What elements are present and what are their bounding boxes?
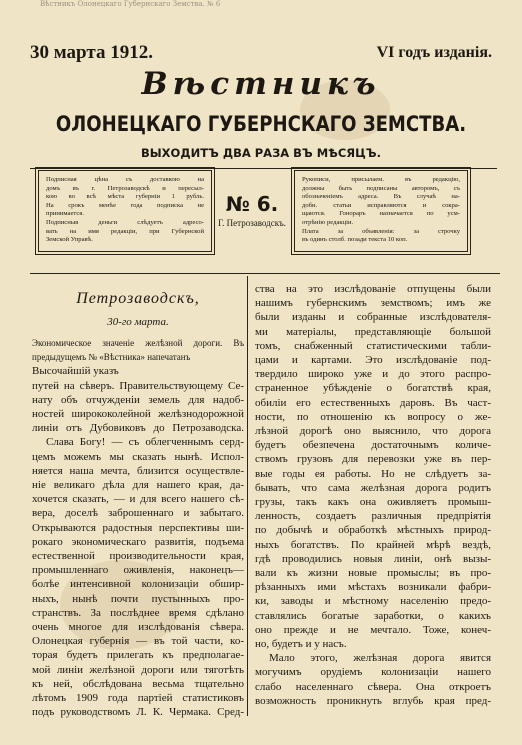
text-line: рокаго экономическаго развитія, подъема [32,535,244,548]
text-line: лѣзной дорогѣ оно выяснило, что дорога [255,425,491,438]
text-line: ства на это изслѣдованіе отпущены были [255,283,491,295]
text-line: вера, доселѣ заброшеннаго и забытаго. [32,507,244,520]
text-line: промышленнаго оживленія, наконецъ— [32,564,244,577]
text-line: грузы, такъ какъ она оживляетъ промыш- [255,496,491,509]
text-line: нату объ отчужденіи земель для надоб- [32,393,244,406]
masthead-title: Вѣстникъ [141,66,381,102]
text-line: Экономическое значеніе желѣзной дороги. Въ предыдущемъ № «Вѣстника» напечатанъ [32,338,244,363]
editorial-info-line: Плата за объявленія: за строчку [302,227,460,235]
issue-center-block [210,192,294,228]
text-line: бывать, что сама желѣзная дорога родитъ [255,481,491,494]
publication-frequency: ВЫХОДИТЪ ДВА РАЗА ВЪ МѢСЯЦЪ. [141,146,381,160]
editorial-info-text [295,171,467,250]
text-line: ми матеріалы, представляющіе большой [255,325,491,338]
editorial-info-line: обозначеніемъ адреса. Въ случаѣ на- [302,193,460,201]
text-line: Мало этого, желѣзная дорога явится [269,652,491,665]
text-line: рѣзанныхъ ими мѣстахъ возникали фабри- [255,581,491,594]
issue-date: 30 марта 1912. [30,42,153,63]
editorial-info-line: добн. статьи исправляются и сокра- [302,201,460,209]
subscription-info-line: Земской Управѣ. [46,236,93,244]
text-line: цемъ можемъ мы сказать нынѣ. Испол- [32,450,244,463]
editorial-info-box [294,170,468,252]
text-line: мой линіи желѣзной дороги или тяготѣть [32,663,244,676]
issue-number: № 6. [225,192,279,216]
text-line: гдѣ проводились новыя линіи, онѣ вызы- [255,552,491,565]
text-line: Олонецкая губернія — въ той части, ко- [32,635,244,648]
text-line: подъ руководствомъ Л. К. Чермака. Сред- [32,706,244,719]
subscription-info-line: принимается. [46,210,84,218]
text-line: вали къ жизни новые промыслы; въ про- [255,567,491,580]
text-line: ствомъ грузовъ для перевозки уже въ пер- [255,453,491,466]
text-line: томъ, снабженный статистическими табли- [255,339,491,352]
text-line: ніе великаго дѣла для нашего края, да- [32,479,244,492]
text-line: обиліи его естественныхъ даровъ. Въ част- [255,396,491,409]
text-line: линіи отъ Дубовиковъ до Петрозаводска. [32,422,244,435]
text-line: Слава Богу! — съ облегченнымъ серд- [46,436,244,449]
place-of-publication: Г. Петрозаводскъ. [217,218,287,228]
running-header: Вѣстникъ Олонецкаго Губернскаго Земства. № 6 [40,0,221,8]
text-line: къ ней, обслѣдована весьма тщательно [32,677,244,690]
column-divider [247,276,248,716]
text-line: возможность проникнуть вглубь края пред- [255,694,491,707]
text-line: странствъ. За послѣднее время сдѣлано [32,606,244,619]
editorial-info-line: щаются. Гонораръ назначается по усм- [302,210,460,218]
text-line: ставлялись богатые заработки, о какихъ [255,609,491,622]
subscription-info-line: Подписная цѣна съ доставкою на [46,176,204,183]
text-line: могучимъ орудіемъ колонизаціи нашего [255,666,491,679]
text-line: путей на сѣверъ. Правительствующему Се- [32,379,244,392]
text-line: естественной производительности края, [32,550,244,563]
editorial-info-line: въ одинъ столб. позади текста 10 коп. [302,236,408,244]
masthead-subtitle: ОЛОНЕЦКАГО ГУБЕРНСКАГО ЗЕМСТВА. [55,112,467,136]
text-line: твердило широко уже и до этого распро- [255,368,491,381]
section-rule [30,273,500,274]
text-line: лѣтомъ 1909 года партіей статистиковъ [32,692,244,705]
editorial-info-line: отрѣнію редакціи. [302,218,354,226]
text-line: Открываются радостныя перспективы ши- [32,521,244,534]
text-line: были изданы и собранные изслѣдователя- [255,311,491,324]
text-line: страненное убѣжденіе о богатствѣ края, [255,382,491,395]
article-right-column [255,282,491,708]
editorial-info-line: должны быть подписаны авторомъ, съ [302,184,460,192]
subscription-info-line: Подписныя деньги слѣдуетъ адресо- [46,218,204,226]
text-line: цами и картами. Это изслѣдованіе под- [255,354,491,367]
year-of-publication: VI годъ изданія. [376,44,492,61]
text-line: но, будетъ и у насъ. [255,638,347,651]
subscription-info-text [39,171,211,250]
text-line: Высочайшій указъ [32,365,119,378]
subscription-info-box [38,170,212,252]
text-line: будетъ обезпечена достаточнымъ количе- [255,439,491,452]
subscription-info-line: На срокъ менѣе года подписка не [46,201,204,209]
header-rule [30,168,497,169]
text-line: ныхъ богатствъ. По крайней мѣрѣ вездѣ, [255,538,491,551]
text-line: оно прежде и не мечтало. Тоже, конеч- [255,623,491,636]
text-line: ки, заводы и мѣстному населенію предо- [255,595,491,608]
text-line: ленность, создаетъ различныя предпріятія [255,510,491,523]
text-line: ныхъ, нынѣ почти пустынныхъ про- [32,592,244,605]
subscription-info-line: домъ въ г. Петрозаводскѣ и пересыл- [46,184,204,192]
text-line: ности, по отношенію къ вопросу о же- [255,410,491,423]
text-line: хочется сказать, — и для всего нашего сѣ- [32,493,244,506]
text-line: по добычѣ и обработкѣ мѣстныхъ природ- [255,524,491,537]
subscription-info-line: вать на имя редакціи, при Губернской [46,227,204,235]
text-line: очень многое для изслѣдованія сѣвера. [32,621,244,634]
subscription-info-line: кою во всѣ мѣста губерніи 1 рубль. [46,193,204,201]
text-line: вые годы ея работы. Но не слѣдуетъ за- [255,467,491,480]
text-line: торая будетъ прилегать къ предполагае- [32,649,244,662]
text-line: болѣе интенсивной колонизаціи обшир- [32,578,244,591]
article-left-column [32,336,244,719]
text-line: нашимъ губернскимъ земствомъ; имъ же [255,297,491,310]
text-line: слабо населеннаго сѣвера. Она откроетъ [255,680,491,693]
article-date: 30-го марта. [107,316,169,328]
text-line: няется наша мечта, близится осуществле- [32,464,244,477]
article-dateline: Петрозаводскъ, [76,290,200,307]
text-line: ностей ширококолейной желѣзнодорожной [32,408,244,421]
editorial-info-line: Рукописи, присылаем. въ редакцію, [302,176,460,183]
